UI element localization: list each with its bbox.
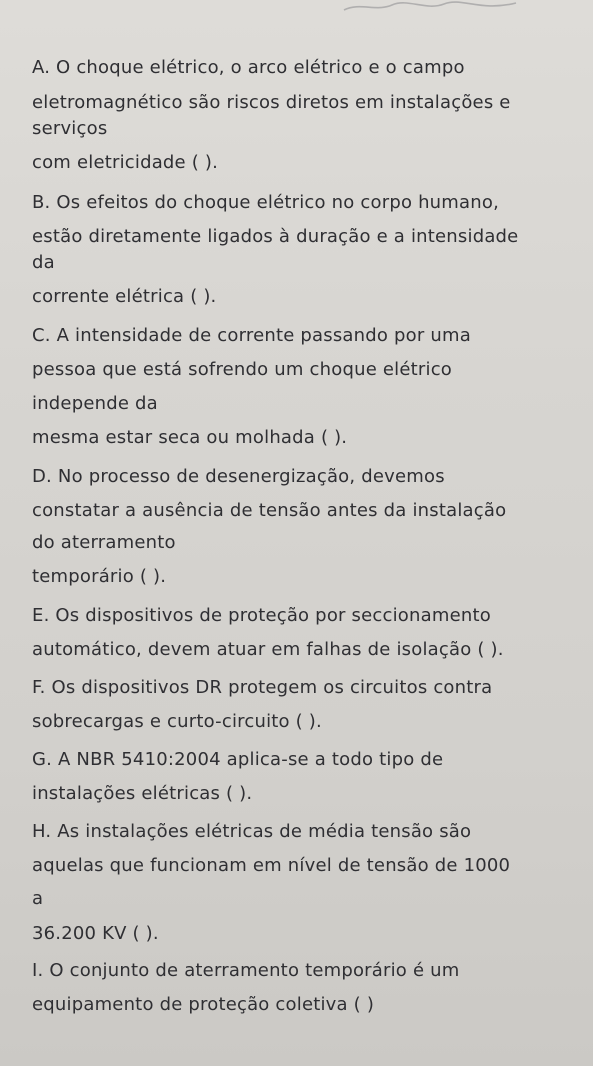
statement-h-line-4: 36.200 KV ( ). <box>32 923 159 944</box>
statement-g-line-1: G. A NBR 5410:2004 aplica-se a todo tipo de <box>32 749 444 770</box>
statement-a-line-3: serviços <box>32 118 108 139</box>
statement-f-line-2: sobrecargas e curto-circuito ( ). <box>32 711 322 732</box>
statement-c-line-2: pessoa que está sofrendo um choque elétrico <box>32 359 453 380</box>
statement-b-line-1: B. Os efeitos do choque elétrico no corpo humano, <box>32 192 499 213</box>
handwriting-scribble <box>340 0 520 14</box>
statement-d-line-1: D. No processo de desenergização, devemos <box>32 466 445 487</box>
statement-h-line-2: aquelas que funcionam em nível de tensão de 1000 <box>32 855 511 876</box>
statement-c-line-4: mesma estar seca ou molhada ( ). <box>32 427 348 448</box>
statement-i-line-2: equipamento de proteção coletiva ( ) <box>32 994 375 1015</box>
statement-b-line-2: estão diretamente ligados à duração e a intensidade <box>32 226 519 247</box>
statement-d-line-4: temporário ( ). <box>32 566 167 587</box>
statement-e-line-1: E. Os dispositivos de proteção por seccionamento <box>32 605 491 626</box>
statement-b-line-4: corrente elétrica ( ). <box>32 286 217 307</box>
statement-a-line-1: A. O choque elétrico, o arco elétrico e o campo <box>32 57 465 78</box>
statement-a-line-4: com eletricidade ( ). <box>32 152 219 173</box>
statement-e-line-2: automático, devem atuar em falhas de isolação ( ). <box>32 639 504 660</box>
statement-g-line-2: instalações elétricas ( ). <box>32 783 253 804</box>
statement-i-line-1: I. O conjunto de aterramento temporário é um <box>32 960 460 981</box>
statement-d-line-3: do aterramento <box>32 532 176 553</box>
statement-d-line-2: constatar a ausência de tensão antes da instalação <box>32 500 507 521</box>
statement-c-line-3: independe da <box>32 393 158 414</box>
statement-h-line-3: a <box>32 888 44 909</box>
statement-f-line-1: F. Os dispositivos DR protegem os circuitos contra <box>32 677 493 698</box>
statement-h-line-1: H. As instalações elétricas de média tensão são <box>32 821 472 842</box>
statement-a-line-2: eletromagnético são riscos diretos em instalações e <box>32 92 511 113</box>
statement-b-line-3: da <box>32 252 55 273</box>
statement-c-line-1: C. A intensidade de corrente passando por uma <box>32 325 471 346</box>
